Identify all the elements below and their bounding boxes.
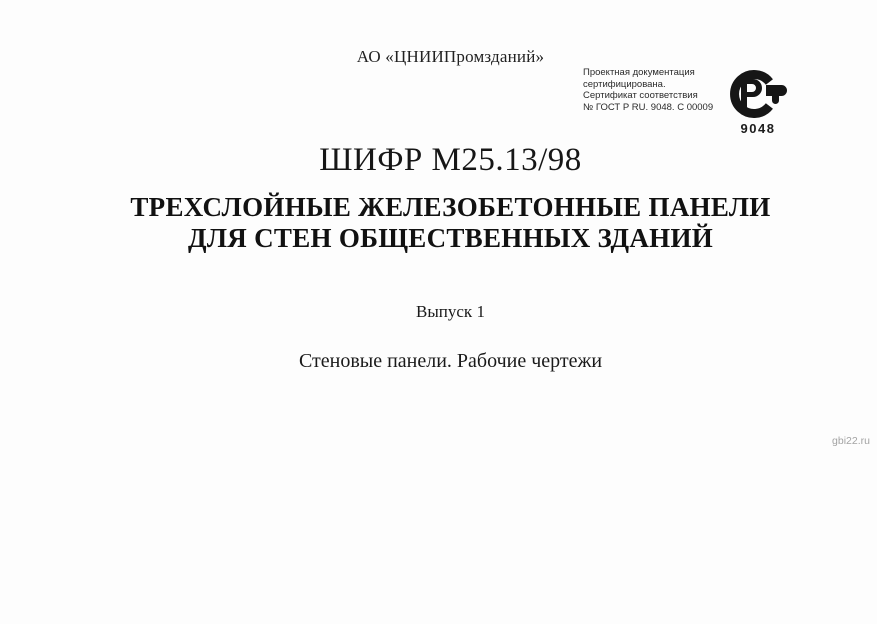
document-title-line-2: ДЛЯ СТЕН ОБЩЕСТВЕННЫХ ЗДАНИЙ xyxy=(187,223,714,253)
site-watermark: gbi22.ru xyxy=(832,435,870,447)
certification-mark xyxy=(726,68,790,136)
certification-note-line: Проектная документация xyxy=(583,67,695,78)
document-title xyxy=(24,192,877,254)
document-subtitle: Стеновые панели. Рабочие чертежи xyxy=(298,350,603,372)
document-title-line-1: ТРЕХСЛОЙНЫЕ ЖЕЛЕЗОБЕТОННЫЕ ПАНЕЛИ xyxy=(130,192,771,222)
organization-name: АО «ЦНИИПромзданий» xyxy=(356,47,545,66)
certification-note-line: сертифицирована. xyxy=(583,78,666,90)
certification-note-line: Сертификат соответствия xyxy=(583,90,698,101)
certification-note-line: № ГОСТ Р RU. 9048. С 00009 xyxy=(583,101,714,113)
issue-number: Выпуск 1 xyxy=(416,302,485,321)
certification-mark-number: 9048 xyxy=(740,121,776,136)
rst-gost-r-mark-icon xyxy=(727,68,789,120)
document-cipher: ШИФР М25.13/98 xyxy=(319,142,582,178)
certification-note xyxy=(583,67,723,113)
